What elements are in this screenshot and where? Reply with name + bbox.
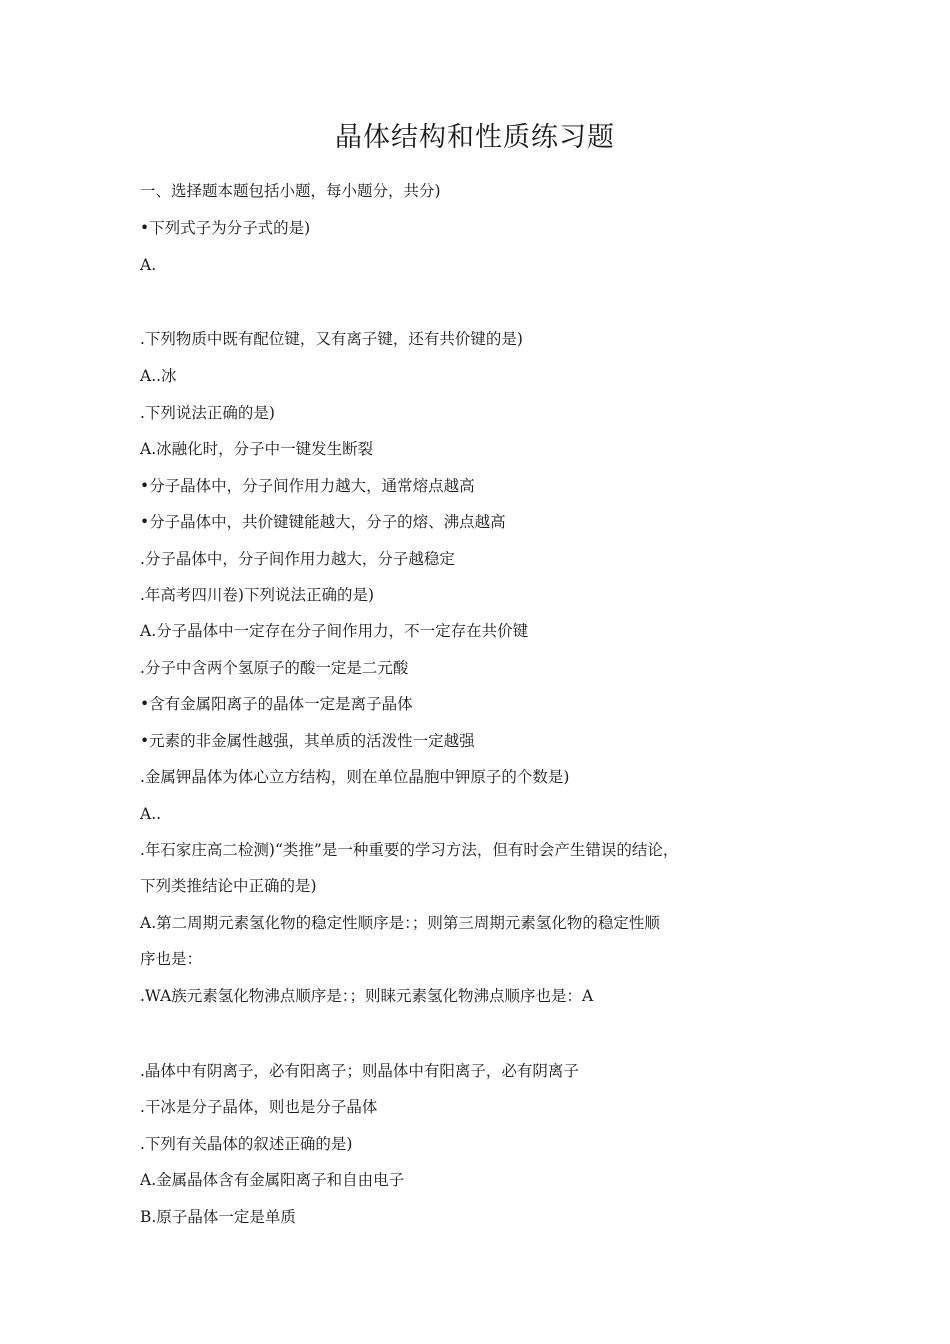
- text-line: .下列物质中既有配位键，又有离子键，还有共价键的是): [140, 330, 523, 348]
- text-line: •分子晶体中，分子间作用力越大，通常熔点越高: [140, 477, 475, 495]
- text-line: 下列类推结论中正确的是): [140, 877, 317, 895]
- text-line: .下列有关晶体的叙述正确的是): [140, 1135, 353, 1153]
- text-line: A.第二周期元素氢化物的稳定性顺序是：；则第三周期元素氢化物的稳定性顺: [140, 914, 660, 932]
- text-line: •元素的非金属性越强，其单质的活泼性一定越强: [140, 732, 475, 750]
- text-line: .干冰是分子晶体，则也是分子晶体: [140, 1098, 378, 1116]
- text-line: .分子中含两个氢原子的酸一定是二元酸: [140, 659, 409, 677]
- text-line: A..: [140, 805, 162, 823]
- text-line: .年石家庄高二检测)“类推”是一种重要的学习方法，但有时会产生错误的结论，: [140, 841, 679, 859]
- text-line: .金属钾晶体为体心立方结构，则在单位晶胞中钾原子的个数是): [140, 768, 570, 786]
- text-line: A.分子晶体中一定存在分子间作用力，不一定存在共价键: [140, 622, 529, 640]
- page-title: 晶体结构和性质练习题: [335, 122, 615, 153]
- text-line: A.冰融化时，分子中一键发生断裂: [140, 440, 374, 458]
- text-line: •下列式子为分子式的是): [140, 219, 311, 237]
- text-line: 序也是：: [140, 950, 203, 968]
- text-line: .WA族元素氢化物沸点顺序是：；则睐元素氢化物沸点顺序也是：A: [140, 987, 594, 1005]
- text-line: .分子晶体中，分子间作用力越大，分子越稳定: [140, 550, 455, 568]
- text-line: B.原子晶体一定是单质: [140, 1208, 296, 1226]
- text-line: .下列说法正确的是): [140, 404, 275, 422]
- text-line: 一、选择题本题包括小题，每小题分，共分): [140, 182, 441, 200]
- text-line: .年高考四川卷)下列说法正确的是): [140, 586, 375, 604]
- text-line: •含有金属阳离子的晶体一定是离子晶体: [140, 695, 413, 713]
- text-line: •分子晶体中，共价键键能越大，分子的熔、沸点越高: [140, 513, 506, 531]
- text-line: .晶体中有阴离子，必有阳离子；则晶体中有阳离子，必有阴离子: [140, 1062, 579, 1080]
- text-line: A.金属晶体含有金属阳离子和自由电子: [140, 1171, 405, 1189]
- text-line: A.: [140, 256, 157, 274]
- text-line: A..冰: [140, 367, 177, 385]
